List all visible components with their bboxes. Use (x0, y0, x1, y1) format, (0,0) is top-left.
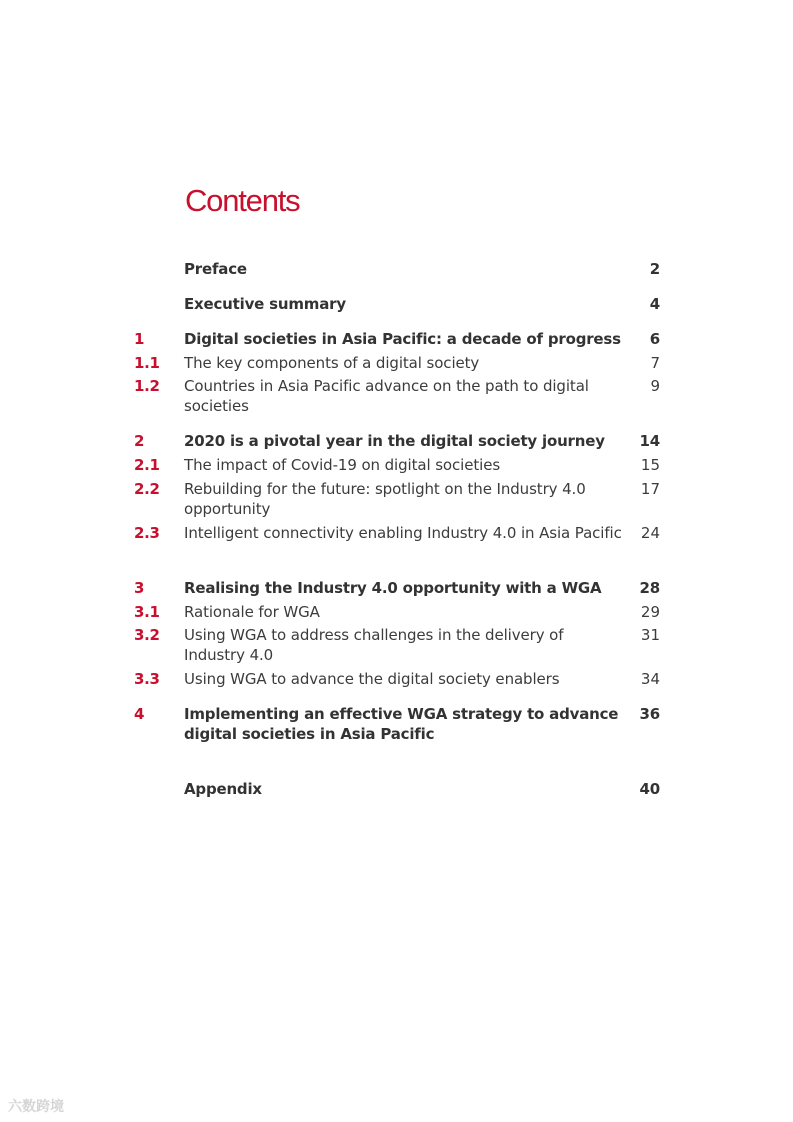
toc-entry-page: 6 (649, 330, 660, 348)
toc-entry-number: 3.2 (134, 626, 160, 644)
toc-entry-number: 3 (134, 579, 145, 597)
toc-entry-page: 14 (639, 432, 660, 450)
watermark-logo: 六数跨境 (8, 1099, 64, 1115)
toc-entry-page: 34 (640, 670, 660, 688)
toc-entry-page: 15 (640, 456, 660, 474)
toc-entry-title: Countries in Asia Pacific advance on the path to digital societies (184, 377, 589, 415)
toc-entry-title: Using WGA to advance the digital society enablers (184, 670, 560, 688)
toc-entry-page: 7 (650, 354, 660, 372)
toc-entry-title: Using WGA to address challenges in the delivery of Industry 4.0 (184, 626, 564, 664)
toc-entry-title: 2020 is a pivotal year in the digital society journey (184, 432, 605, 450)
toc-entry-page: 29 (640, 603, 660, 621)
toc-entry-title: Preface (184, 260, 247, 278)
toc-entry-page: 36 (639, 705, 660, 723)
toc-entry-number: 2.1 (134, 456, 160, 474)
toc-entry-number: 1.1 (134, 354, 160, 372)
toc-entry-number: 3.1 (134, 603, 160, 621)
toc-entry-number: 1 (134, 330, 145, 348)
toc-entry-page: 4 (649, 295, 660, 313)
toc-entry-page: 2 (649, 260, 660, 278)
toc-entry-title: Realising the Industry 4.0 opportunity with a WGA (184, 579, 602, 597)
toc-entry-title: Rebuilding for the future: spotlight on the Industry 4.0 opportunity (184, 480, 586, 518)
toc-entry-title: Intelligent connectivity enabling Industry 4.0 in Asia Pacific (184, 524, 622, 542)
toc-entry-title: Implementing an effective WGA strategy to advance digital societies in Asia Pacific (184, 705, 619, 743)
toc-entry-title: Digital societies in Asia Pacific: a decade of progress (184, 330, 621, 348)
toc-entry-number: 2 (134, 432, 145, 450)
page-title: Contents (185, 183, 300, 218)
toc-entry-number: 2.3 (134, 524, 160, 542)
toc-entry-page: 40 (639, 780, 660, 798)
toc-entry-number: 1.2 (134, 377, 160, 395)
toc-entry-title: Rationale for WGA (184, 603, 320, 621)
toc-entry-number: 2.2 (134, 480, 160, 498)
toc-entry-title: The key components of a digital society (184, 354, 480, 372)
toc-entry-page: 9 (650, 377, 660, 395)
toc-entry-title: The impact of Covid-19 on digital societies (184, 456, 501, 474)
toc-entry-page: 28 (639, 579, 660, 597)
toc-entry-page: 24 (640, 524, 660, 542)
toc-entry-page: 31 (640, 626, 660, 644)
toc-entry-number: 3.3 (134, 670, 160, 688)
toc-entry-page: 17 (640, 480, 660, 498)
toc-entry-title: Appendix (184, 780, 262, 798)
toc-entry-number: 4 (134, 705, 145, 723)
toc-entry-title: Executive summary (184, 295, 346, 313)
